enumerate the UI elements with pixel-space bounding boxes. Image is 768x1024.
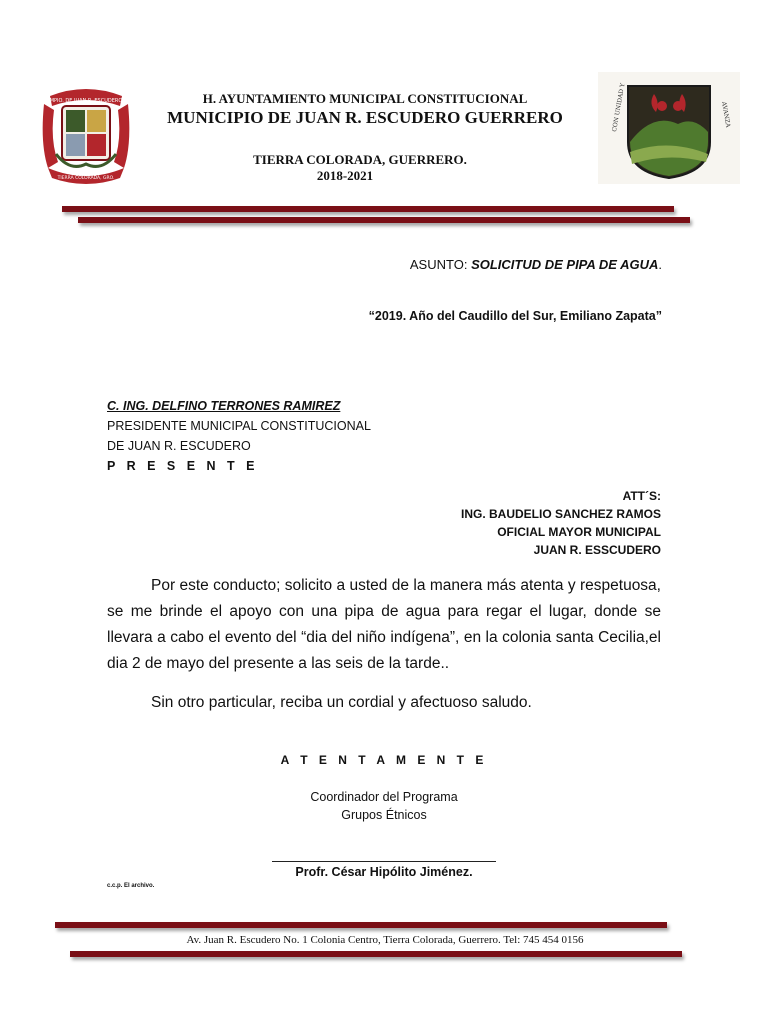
atts-label: ATT´S: xyxy=(622,489,661,503)
footer-address: Av. Juan R. Escudero No. 1 Colonia Centro, Tierra Colorada, Guerrero. Tel: 745 454 0156 xyxy=(186,934,584,946)
svg-text:TIERRA COLORADA, GRO.: TIERRA COLORADA, GRO. xyxy=(57,176,115,181)
ccp-note: c.c.p. El archivo. xyxy=(107,883,155,889)
svg-text:MPIO. DE JUAN R. ESCUDERO: MPIO. DE JUAN R. ESCUDERO xyxy=(49,98,123,104)
header-divider-bottom xyxy=(78,217,690,223)
municipal-seal-icon xyxy=(40,84,132,184)
recipient-title: PRESIDENTE MUNICIPAL CONSTITUCIONAL xyxy=(107,419,371,433)
closing-atentamente: A T E N T A M E N T E xyxy=(280,753,488,767)
header-line-1: H. AYUNTAMIENTO MUNICIPAL CONSTITUCIONAL xyxy=(202,91,528,106)
header-city: TIERRA COLORADA, GUERRERO. xyxy=(253,152,467,167)
municipal-seal-left xyxy=(40,84,132,184)
atts-block xyxy=(360,487,661,559)
header-divider-top xyxy=(62,206,674,212)
atts-title: OFICIAL MAYOR MUNICIPAL xyxy=(497,525,661,539)
subject-label: ASUNTO: xyxy=(409,257,472,272)
recipient-municipality: DE JUAN R. ESCUDERO xyxy=(107,439,251,453)
signer-name: Profr. César Hipólito Jiménez. xyxy=(295,865,473,879)
atts-place: JUAN R. ESSCUDERO xyxy=(533,543,661,557)
subject-value: SOLICITUD DE PIPA DE AGUA xyxy=(471,257,659,272)
landscape-emblem-icon xyxy=(598,72,740,184)
svg-text:AVANZA: AVANZA xyxy=(720,101,732,128)
subject-line: ASUNTO: SOLICITUD DE PIPA DE AGUA. xyxy=(409,257,662,272)
municipal-seal-right xyxy=(598,72,740,184)
signature-line xyxy=(272,861,496,862)
atts-name: ING. BAUDELIO SANCHEZ RAMOS xyxy=(460,507,661,521)
year-motto: “2019. Año del Caudillo del Sur, Emiliano Zapata” xyxy=(368,309,662,323)
footer-divider-top xyxy=(55,922,667,928)
body-paragraph-2: Sin otro particular, reciba un cordial y afectuoso saludo. xyxy=(151,694,532,711)
body-paragraph-1: Por este conducto; solicito a usted de la manera más atenta y respetuosa, se me brinde el apoyo con una pipa de agua para regar el lugar, donde se llevara a cabo el evento del “dia del niño indígena”, en la colonia santa Cecilia,el dia 2 de mayo del presente a las seis de la tarde.. xyxy=(107,577,661,672)
recipient-block xyxy=(107,396,507,476)
header-municipality: MUNICIPIO DE JUAN R. ESCUDERO GUERRERO xyxy=(167,108,563,127)
closing-role-1: Coordinador del Programa xyxy=(310,790,458,804)
svg-text:CON UNIDAD Y: CON UNIDAD Y xyxy=(611,82,627,133)
header-period: 2018-2021 xyxy=(316,168,374,183)
closing-role-2: Grupos Étnicos xyxy=(341,808,427,822)
recipient-present: P R E S E N T E xyxy=(107,459,259,473)
footer-divider-bottom xyxy=(70,951,682,957)
recipient-name: C. ING. DELFINO TERRONES RAMIREZ xyxy=(107,399,341,413)
